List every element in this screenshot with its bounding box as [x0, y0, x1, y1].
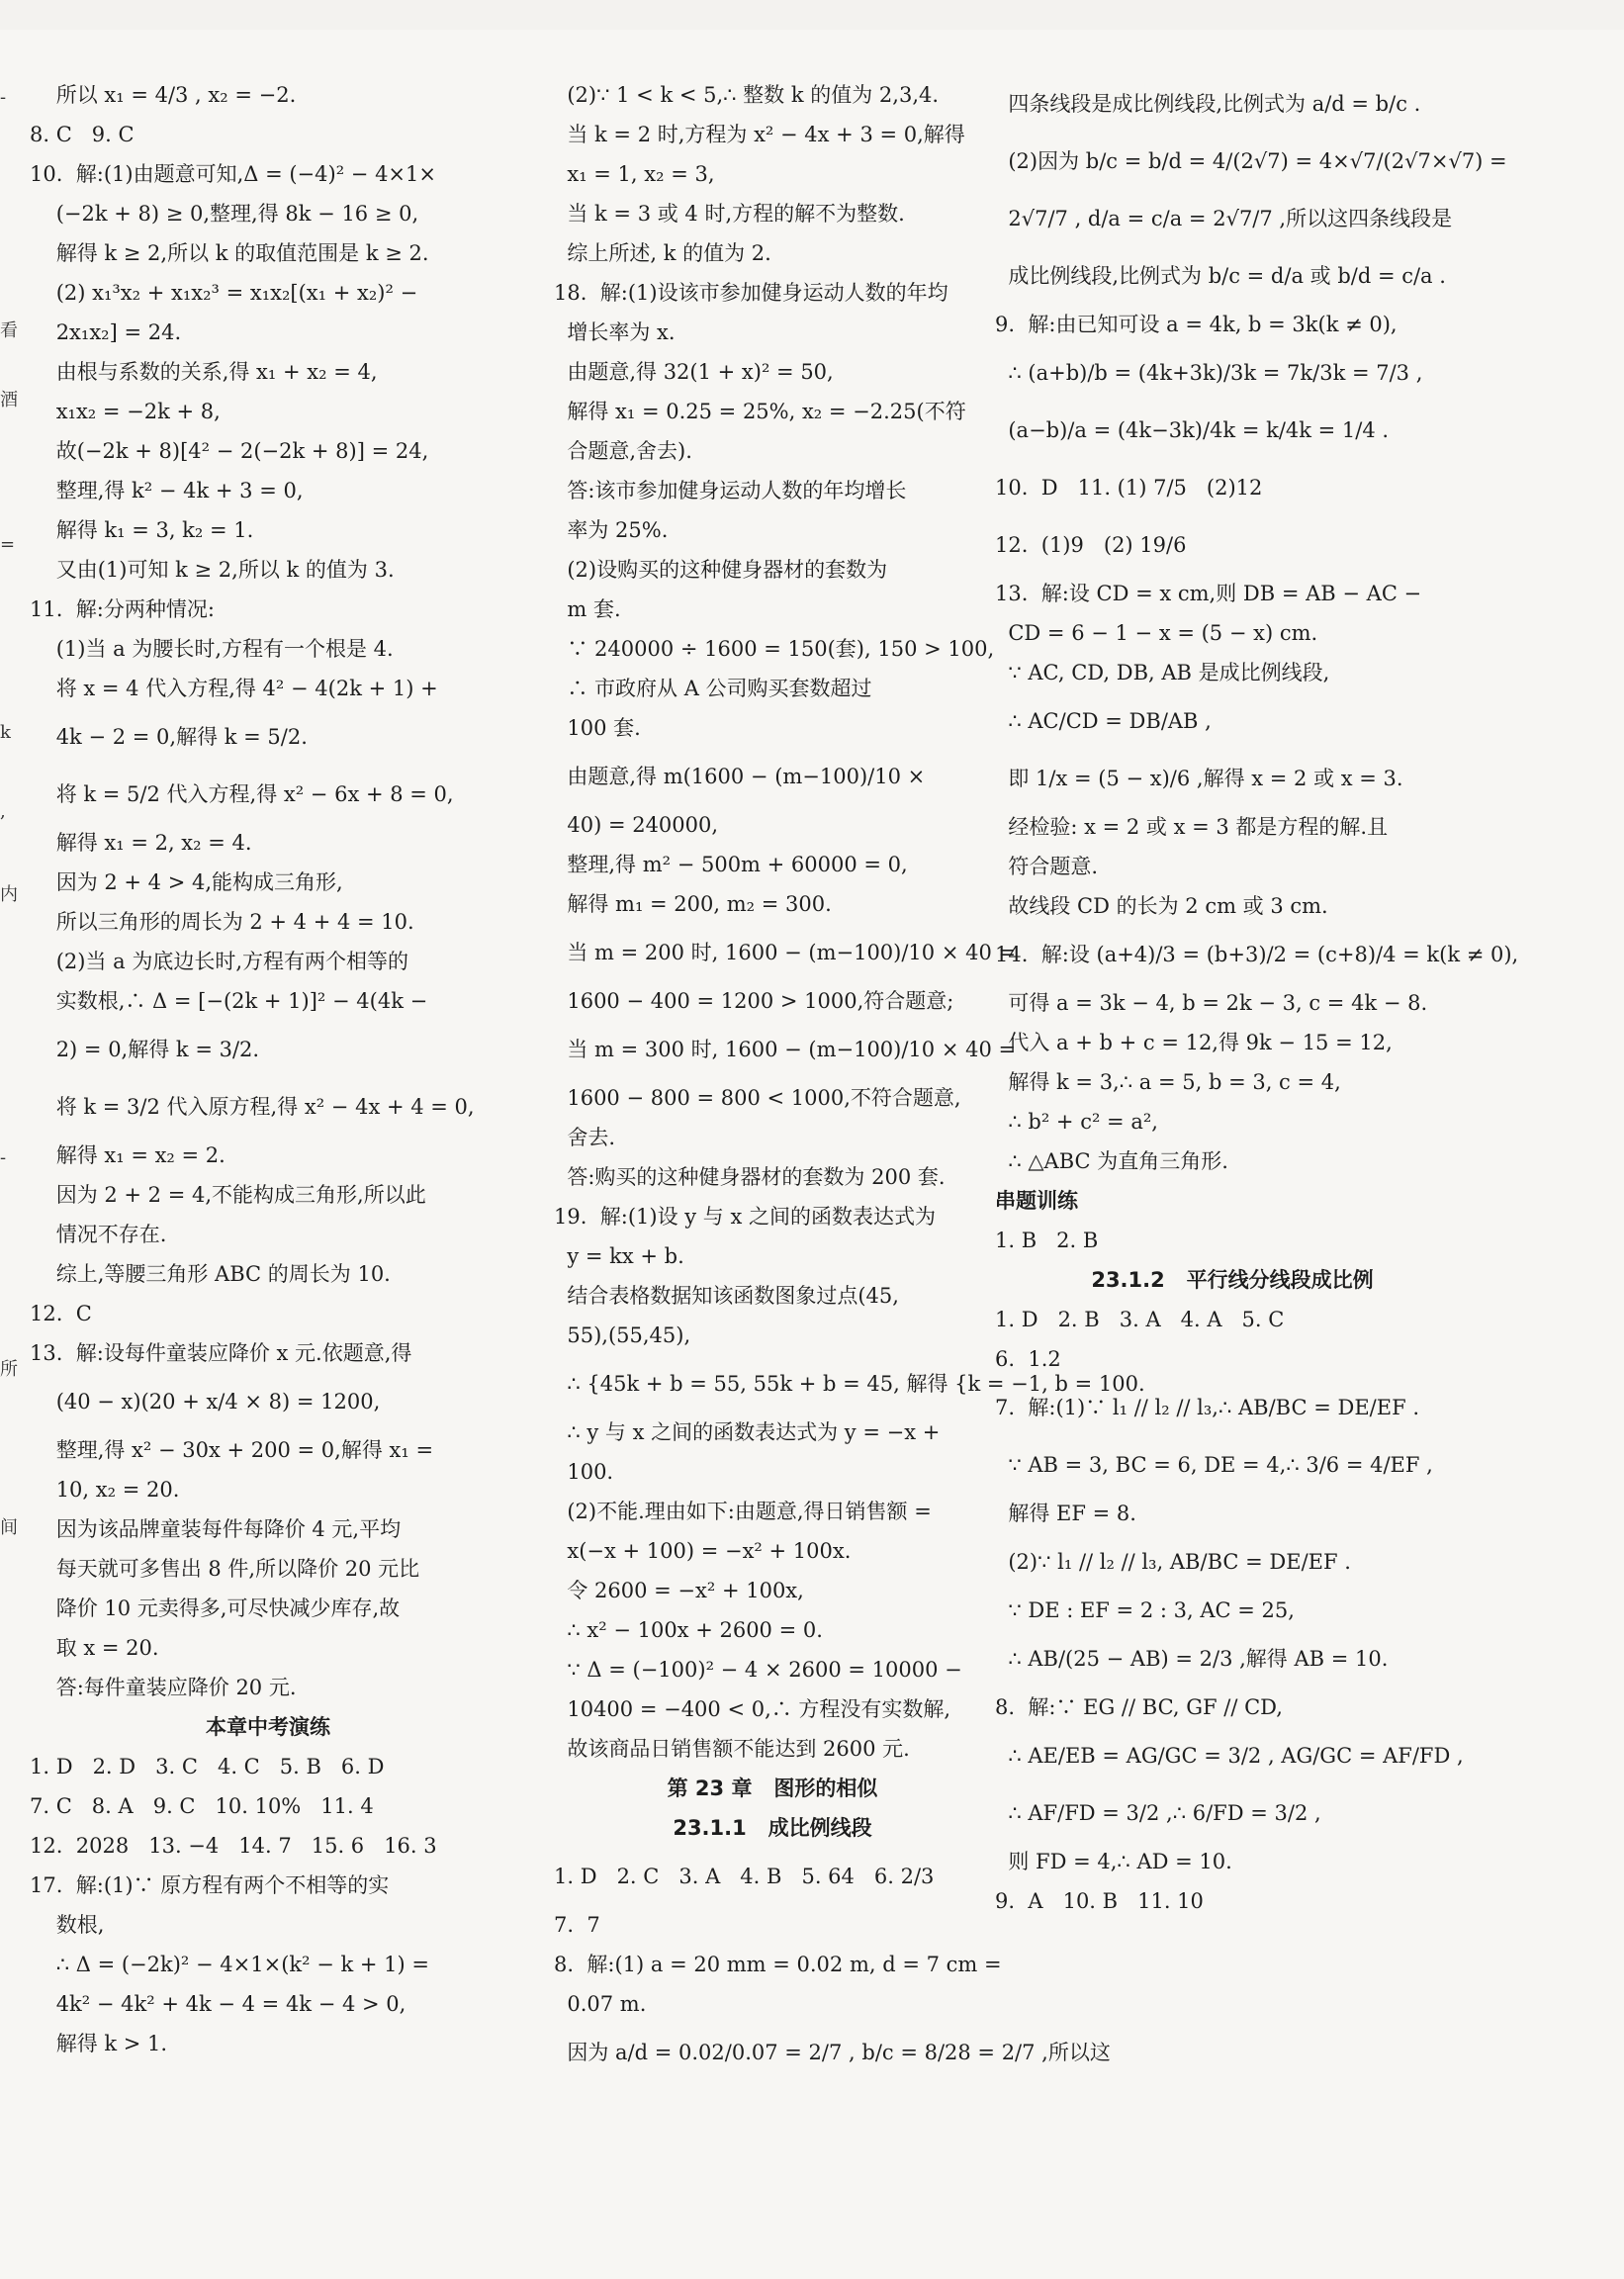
answer-line: 情况不存在. — [30, 1223, 167, 1246]
answer-line: 即 1/x = (5 − x)/6 ,解得 x = 2 或 x = 3. — [995, 767, 1403, 790]
answer-line: 由题意,得 32(1 + x)² = 50, — [554, 360, 834, 384]
edge-glyph: - — [0, 1147, 7, 1168]
answer-line: 每天就可多售出 8 件,所以降价 20 元比 — [30, 1557, 420, 1581]
section-heading: 本章中考演练 — [206, 1715, 330, 1739]
answer-line: 降价 10 元卖得多,可尽快减少库存,故 — [30, 1596, 401, 1620]
answer-line: 100. — [554, 1460, 614, 1484]
answer-line: 令 2600 = −x² + 100x, — [554, 1579, 804, 1602]
edge-glyph: 酒 — [0, 390, 18, 410]
answer-line: 1. D 2. C 3. A 4. B 5. 64 6. 2/3 — [554, 1865, 935, 1888]
answer-line: (2)因为 b/c = b/d = 4/(2√7) = 4×√7/(2√7×√7) = — [995, 149, 1507, 173]
answer-line: ∴ AC/CD = DB/AB , — [995, 709, 1212, 733]
answer-line: 取 x = 20. — [30, 1636, 159, 1660]
answer-line: 0.07 m. — [554, 1992, 647, 2016]
answer-line: 实数根,∴ Δ = [−(2k + 1)]² − 4(4k − — [30, 989, 428, 1013]
section-heading: 串题训练 — [995, 1189, 1078, 1213]
answer-line: 4k − 2 = 0,解得 k = 5/2. — [30, 725, 308, 749]
answer-line: 13. 解:设每件童装应降价 x 元.依题意,得 — [30, 1341, 412, 1365]
answer-line: 2) = 0,解得 k = 3/2. — [30, 1038, 260, 1061]
answer-line: 1600 − 400 = 1200 > 1000,符合题意; — [554, 989, 954, 1013]
edge-glyph: - — [0, 87, 7, 108]
answer-line: 55),(55,45), — [554, 1323, 691, 1347]
answer-line: 故线段 CD 的长为 2 cm 或 3 cm. — [995, 894, 1328, 918]
answer-line: 解得 m₁ = 200, m₂ = 300. — [554, 892, 832, 916]
answer-line: 综上所述, k 的值为 2. — [554, 241, 771, 265]
answer-line: 故(−2k + 8)[4² − 2(−2k + 8)] = 24, — [30, 439, 429, 463]
answer-line: 4k² − 4k² + 4k − 4 = 4k − 4 > 0, — [30, 1992, 406, 2016]
answer-line: ∴ y 与 x 之间的函数表达式为 y = −x + — [554, 1420, 941, 1444]
edge-glyph: 间 — [0, 1517, 18, 1538]
answer-line: 答:每件童装应降价 20 元. — [30, 1676, 297, 1699]
answer-line: 由根与系数的关系,得 x₁ + x₂ = 4, — [30, 360, 378, 384]
edge-glyph: , — [0, 801, 6, 822]
answer-line: 10. D 11. (1) 7/5 (2)12 — [995, 476, 1263, 500]
answer-line: 解得 k₁ = 3, k₂ = 1. — [30, 518, 254, 542]
answer-line: 因为 2 + 2 = 4,不能构成三角形,所以此 — [30, 1183, 426, 1207]
answer-line: 解得 x₁ = 0.25 = 25%, x₂ = −2.25(不符 — [554, 400, 966, 423]
answer-line: 综上,等腰三角形 ABC 的周长为 10. — [30, 1262, 391, 1286]
answer-line: 100 套. — [554, 716, 641, 740]
answer-line: ∵ Δ = (−100)² − 4 × 2600 = 10000 − — [554, 1658, 962, 1682]
answer-line: 答:该市参加健身运动人数的年均增长 — [554, 479, 907, 502]
answer-line: 解得 k ≥ 2,所以 k 的取值范围是 k ≥ 2. — [30, 241, 429, 265]
answer-line: 四条线段是成比例线段,比例式为 a/d = b/c . — [995, 92, 1421, 116]
answer-line: 符合题意. — [995, 855, 1099, 878]
answer-line: (1)当 a 为腰长时,方程有一个根是 4. — [30, 637, 394, 661]
answer-line: 18. 解:(1)设该市参加健身运动人数的年均 — [554, 281, 948, 305]
answer-line: 10, x₂ = 20. — [30, 1478, 180, 1502]
answer-line: ∴ AB/(25 − AB) = 2/3 ,解得 AB = 10. — [995, 1647, 1389, 1671]
answer-line: 解得 x₁ = x₂ = 2. — [30, 1143, 226, 1167]
answer-line: 14. 解:设 (a+4)/3 = (b+3)/2 = (c+8)/4 = k(k ≠ 0), — [995, 943, 1519, 966]
answer-line: 1. B 2. B — [995, 1229, 1099, 1252]
answer-line: 将 k = 3/2 代入原方程,得 x² − 4x + 4 = 0, — [30, 1095, 475, 1119]
answer-line: 答:购买的这种健身器材的套数为 200 套. — [554, 1165, 946, 1189]
answer-line: ∴ b² + c² = a², — [995, 1110, 1158, 1134]
edge-glyph: 看 — [0, 320, 18, 341]
answer-line: ∴ (a+b)/b = (4k+3k)/3k = 7k/3k = 7/3 , — [995, 361, 1423, 385]
answer-line: 9. 解:由已知可设 a = 4k, b = 3k(k ≠ 0), — [995, 313, 1398, 336]
answer-line: 经检验: x = 2 或 x = 3 都是方程的解.且 — [995, 815, 1389, 839]
answer-line: 当 k = 2 时,方程为 x² − 4x + 3 = 0,解得 — [554, 123, 965, 146]
answer-line: (a−b)/a = (4k−3k)/4k = k/4k = 1/4 . — [995, 418, 1390, 442]
answer-line: 12. (1)9 (2) 19/6 — [995, 533, 1187, 557]
answer-line: 因为 a/d = 0.02/0.07 = 2/7 , b/c = 8/28 = 2/7 ,所以这 — [554, 2041, 1111, 2064]
answer-line: 13. 解:设 CD = x cm,则 DB = AB − AC − — [995, 582, 1422, 605]
answer-line: 数根, — [30, 1913, 105, 1937]
answer-line: 6. 1.2 — [995, 1347, 1061, 1371]
answer-line: ∴ x² − 100x + 2600 = 0. — [554, 1618, 823, 1642]
edge-glyph: 内 — [0, 884, 18, 905]
answer-line: ∴ Δ = (−2k)² − 4×1×(k² − k + 1) = — [30, 1953, 429, 1976]
answer-line: 由题意,得 m(1600 − (m−100)/10 × — [554, 765, 926, 788]
edge-glyph: k — [0, 722, 11, 743]
answer-line: 8. 解:∵ EG // BC, GF // CD, — [995, 1695, 1283, 1719]
answer-line: 解得 EF = 8. — [995, 1502, 1136, 1525]
answer-line: 解得 k > 1. — [30, 2032, 168, 2055]
answer-line: ∴ △ABC 为直角三角形. — [995, 1149, 1228, 1173]
answer-line: 12. C — [30, 1302, 92, 1325]
top-margin — [0, 0, 1624, 30]
answer-line: 当 k = 3 或 4 时,方程的解不为整数. — [554, 202, 905, 226]
answer-line: 解得 k = 3,∴ a = 5, b = 3, c = 4, — [995, 1070, 1341, 1094]
answer-line: 11. 解:分两种情况: — [30, 597, 215, 621]
answer-line: 合题意,舍去). — [554, 439, 692, 463]
answer-line: 因为 2 + 4 > 4,能构成三角形, — [30, 870, 343, 894]
answer-line: 可得 a = 3k − 4, b = 2k − 3, c = 4k − 8. — [995, 991, 1428, 1015]
section-heading: 23.1.1 成比例线段 — [673, 1816, 872, 1840]
answer-line: 则 FD = 4,∴ AD = 10. — [995, 1850, 1232, 1873]
answer-line: m 套. — [554, 597, 621, 621]
answer-line: 结合表格数据知该函数图象过点(45, — [554, 1284, 899, 1308]
answer-line: (2)当 a 为底边长时,方程有两个相等的 — [30, 950, 408, 973]
answer-line: ∴ AE/EB = AG/GC = 3/2 , AG/GC = AF/FD , — [995, 1744, 1464, 1768]
answer-line: ∵ DE : EF = 2 : 3, AC = 25, — [995, 1598, 1295, 1622]
answer-line: 整理,得 k² − 4k + 3 = 0, — [30, 479, 304, 502]
answer-column-right — [995, 75, 1519, 1921]
answer-line: x(−x + 100) = −x² + 100x. — [554, 1539, 852, 1563]
answer-line: 将 x = 4 代入方程,得 4² − 4(2k + 1) + — [30, 677, 438, 700]
answer-line: 1600 − 800 = 800 < 1000,不符合题意, — [554, 1086, 961, 1110]
answer-line: 7. C 8. A 9. C 10. 10% 11. 4 — [30, 1794, 374, 1818]
section-heading: 第 23 章 图形的相似 — [667, 1777, 878, 1800]
answer-line: 所以 x₁ = 4/3 , x₂ = −2. — [30, 83, 297, 107]
answer-line: 将 k = 5/2 代入方程,得 x² − 6x + 8 = 0, — [30, 782, 454, 806]
answer-line: x₁ = 1, x₂ = 3, — [554, 162, 715, 186]
answer-line: 19. 解:(1)设 y 与 x 之间的函数表达式为 — [554, 1205, 936, 1229]
answer-line: 所以三角形的周长为 2 + 4 + 4 = 10. — [30, 910, 414, 934]
answer-line: (2)设购买的这种健身器材的套数为 — [554, 558, 888, 582]
answer-line: 1. D 2. D 3. C 4. C 5. B 6. D — [30, 1755, 385, 1778]
answer-line: CD = 6 − 1 − x = (5 − x) cm. — [995, 621, 1318, 645]
answer-line: 整理,得 x² − 30x + 200 = 0,解得 x₁ = — [30, 1438, 434, 1462]
answer-line: (2)∵ l₁ // l₂ // l₃, AB/BC = DE/EF . — [995, 1550, 1351, 1574]
answer-line: 40) = 240000, — [554, 813, 719, 837]
answer-line: ∴ 市政府从 A 公司购买套数超过 — [554, 677, 872, 700]
answer-line: 10. 解:(1)由题意可知,Δ = (−4)² − 4×1× — [30, 162, 436, 186]
answer-line: (40 − x)(20 + x/4 × 8) = 1200, — [30, 1390, 381, 1413]
answer-line: ∵ 240000 ÷ 1600 = 150(套), 150 > 100, — [554, 637, 995, 661]
answer-line: 8. C 9. C — [30, 123, 135, 146]
answer-line: 解得 x₁ = 2, x₂ = 4. — [30, 831, 252, 855]
answer-line: 又由(1)可知 k ≥ 2,所以 k 的值为 3. — [30, 558, 395, 582]
answer-line: 2√7/7 , d/a = c/a = 2√7/7 ,所以这四条线段是 — [995, 207, 1453, 230]
answer-line: ∵ AB = 3, BC = 6, DE = 4,∴ 3/6 = 4/EF , — [995, 1453, 1433, 1477]
answer-line: ∴ {45k + b = 55, 55k + b = 45, 解得 {k = −1, b = 100. — [554, 1372, 1145, 1396]
answer-line: 当 m = 200 时, 1600 − (m−100)/10 × 40 = — [554, 941, 1017, 964]
answer-line: 因为该品牌童装每件每降价 4 元,平均 — [30, 1517, 402, 1541]
answer-line: 17. 解:(1)∵ 原方程有两个不相等的实 — [30, 1873, 390, 1897]
answer-line: (−2k + 8) ≥ 0,整理,得 8k − 16 ≥ 0, — [30, 202, 419, 226]
section-heading: 23.1.2 平行线分线段成比例 — [1091, 1268, 1374, 1292]
answer-line: 7. 7 — [554, 1913, 600, 1937]
answer-line: 当 m = 300 时, 1600 − (m−100)/10 × 40 = — [554, 1038, 1017, 1061]
answer-line: 10400 = −400 < 0,∴ 方程没有实数解, — [554, 1697, 951, 1721]
answer-line: 12. 2028 13. −4 14. 7 15. 6 16. 3 — [30, 1834, 437, 1858]
answer-line: 增长率为 x. — [554, 320, 676, 344]
answer-line: ∵ AC, CD, DB, AB 是成比例线段, — [995, 661, 1330, 684]
answer-line: 舍去. — [554, 1126, 616, 1149]
answer-line: (2)不能.理由如下:由题意,得日销售额 = — [554, 1500, 932, 1523]
answer-line: 8. 解:(1) a = 20 mm = 0.02 m, d = 7 cm = — [554, 1953, 1002, 1976]
answer-line: ∴ AF/FD = 3/2 ,∴ 6/FD = 3/2 , — [995, 1801, 1321, 1825]
edge-glyph: = — [0, 534, 16, 555]
answer-line: 2x₁x₂] = 24. — [30, 320, 182, 344]
answer-line: y = kx + b. — [554, 1244, 684, 1268]
answer-line: (2) x₁³x₂ + x₁x₂³ = x₁x₂[(x₁ + x₂)² − — [30, 281, 418, 305]
answer-line: 率为 25%. — [554, 518, 669, 542]
answer-line: 代入 a + b + c = 12,得 9k − 15 = 12, — [995, 1031, 1393, 1054]
answer-line: 7. 解:(1)∵ l₁ // l₂ // l₃,∴ AB/BC = DE/EF . — [995, 1396, 1420, 1419]
answer-line: x₁x₂ = −2k + 8, — [30, 400, 221, 423]
answer-line: 1. D 2. B 3. A 4. A 5. C — [995, 1308, 1285, 1331]
answer-line: 9. A 10. B 11. 10 — [995, 1889, 1204, 1913]
answer-line: (2)∵ 1 < k < 5,∴ 整数 k 的值为 2,3,4. — [554, 83, 940, 107]
answer-line: 成比例线段,比例式为 b/c = d/a 或 b/d = c/a . — [995, 264, 1446, 288]
answer-line: 整理,得 m² − 500m + 60000 = 0, — [554, 853, 908, 876]
edge-glyph: 所 — [0, 1359, 18, 1380]
answer-line: 故该商品日销售额不能达到 2600 元. — [554, 1737, 910, 1761]
answer-column-left — [30, 75, 506, 2063]
